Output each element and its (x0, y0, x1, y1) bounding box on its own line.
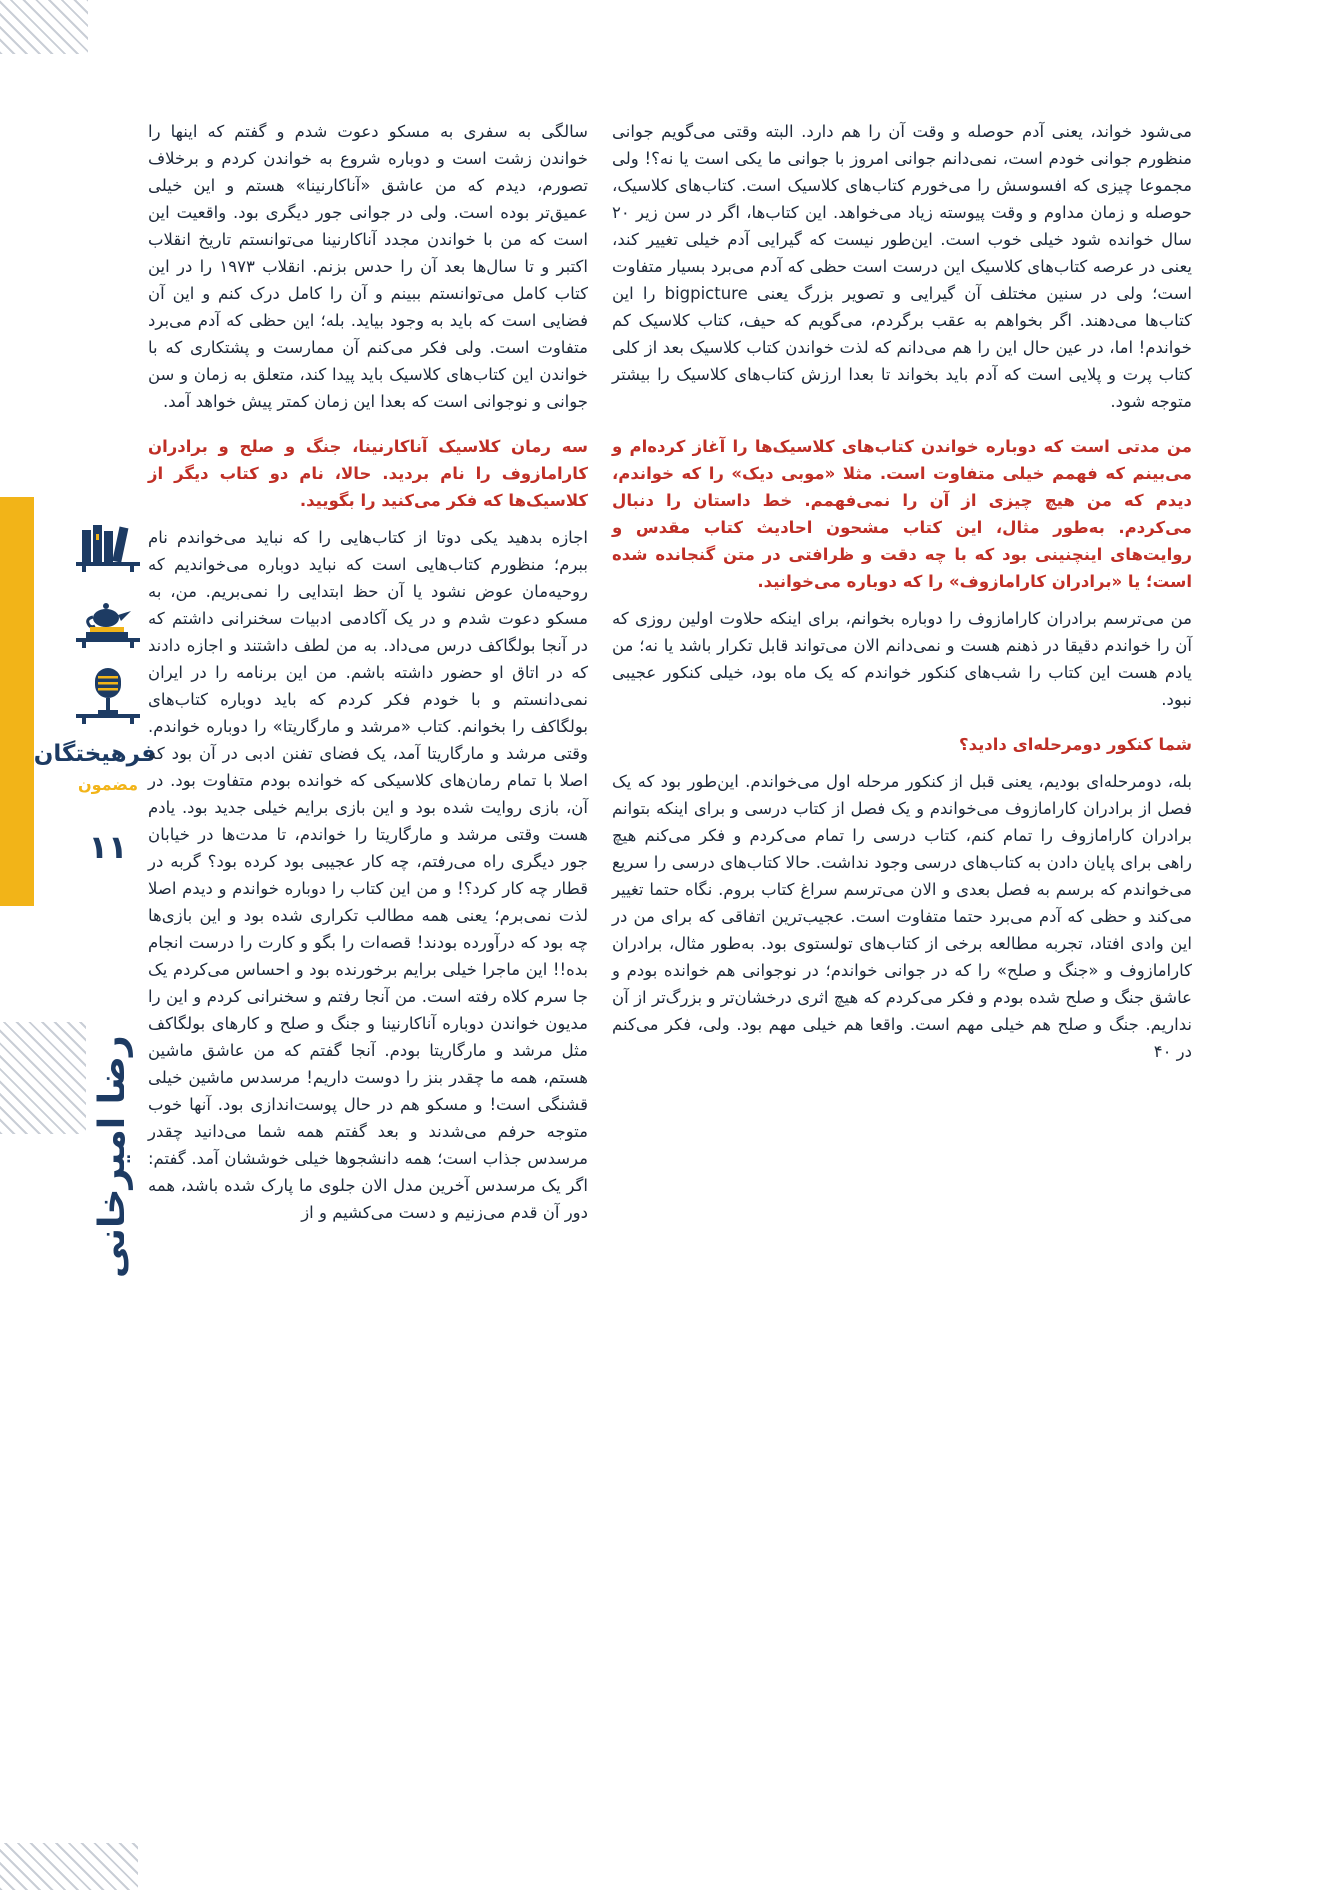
article-paragraph: اجازه بدهید یکی دوتا از کتاب‌هایی را که نباید می‌خواندم نام ببرم؛ منظورم کتاب‌هایی است که نباید دوباره می‌خواندیم که روحیه‌مان عوض نشود یا آن حظ ابتدایی را نمی‌بریم. من، به مسکو دعوت شدم و در یک آکادمی ادبیات سخنرانی داشتم که در آنجا بولگاکف درس می‌داد. به من لطف داشتند و اجازه دادند که در اتاق او حضور داشته باشم. من این برنامه را در ایران نمی‌دانستم و با خودم فکر کردم که باید دوباره کتاب‌های بولگاکف را بخوانم. کتاب «مرشد و مارگاریتا» را دوباره خواندم. وقتی مرشد و مارگاریتا آمد، یک فضای تفنن ادبی در آن بود که اصلا با تمام رمان‌های کلاسیکی که خوانده بودم متفاوت بود. در آن، بازی روایت شده بود و این بازی برایم خیلی جدید بود. یادم هست وقتی مرشد و مارگاریتا را خواندم، تا مدت‌ها در خیابان جور دیگری راه می‌رفتم، چه کار عجیبی بود کرده بود؟ گربه در قطار چه کار کرد؟! و من این کتاب را دوباره خواندم و دیدم اصلا لذت نمی‌برم؛ یعنی همه مطالب تکراری شده بود و این بازی‌ها چه بود که درآورده بودند! قصه‌ات را بگو و کارت را درست انجام بده!! این ماجرا خیلی برایم برخورنده بود و احساس می‌کردم یک جا سرم کلاه رفته است. من آنجا رفتم و سخنرانی کردم و این را مدیون خواندن دوباره آناکارنینا و جنگ و صلح و کارهای بولگاکف مثل مرشد و مارگاریتا بودم. آنجا گفتم که من عاشق ماشین هستم، همه ما چقدر بنز را دوست داریم! مرسدس ماشین خیلی قشنگی است! و مسکو هم در حال پوست‌اندازی بود. آنها خوب متوجه حرفم می‌شدند و بعد گفتم همه شما می‌دانید چقدر مرسدس جذاب است؛ همه دانشجوها خیلی خوششان آمد. گفتم: اگر یک مرسدس آخرین مدل الان جلوی ما پارک شده باشد، همه دور آن قدم می‌زنیم و دست می‌کشیم و از (148, 528, 588, 1222)
author-name-vertical: رضا امیرخانی (92, 1035, 133, 1278)
sidebar (33, 514, 156, 867)
article-column-right (612, 118, 1192, 1075)
article-paragraph: سالگی به سفری به مسکو دعوت شدم و گفتم که اینها را خواندن زشت است و دوباره شروع به خواندن کردم و برخلاف تصورم، دیدم که من عاشق «آناکارنینا» هستم و این خیلی عمیق‌تر بوده است. ولی در جوانی جور دیگری بود. واقعیت این است که من با خواندن مجدد آناکارنینا می‌توانستم تاریخ انقلاب اکتبر و تا سال‌ها بعد آن را حدس بزنم. انقلاب ۱۹۷۳ را در این کتاب کامل می‌توانستم ببینم و آن را کامل درک کنم و این آن فضایی است که باید به وجود بیاید. بله؛ این حظی که آدم می‌برد متفاوت است. ولی فکر می‌کنم آن ممارست و پشتکاری که با خواندن این کتاب‌های کلاسیک باید پیدا کند، متعلق به زمان و سن جوانی و نوجوانی است که بعدا این زمان کمتر پیش خواهد آمد. (148, 122, 588, 411)
article-column-left (148, 118, 588, 1236)
interview-question: سه رمان کلاسیک آناکارنینا، جنگ و صلح و برادران کارامازوف را نام بردید. حالا، نام دو کتاب دیگر از کلاسیک‌ها که فکر می‌کنید را بگویید. (148, 437, 588, 510)
microphone-icon (70, 666, 146, 726)
section-label: مضمون (77, 775, 139, 795)
article-paragraph: من می‌ترسم برادران کارامازوف را دوباره بخوانم، برای اینکه حلاوت اولین روزی که آن را خواندم دقیقا در ذهنم هست و نمی‌دانم الان می‌تواند قابل تکرار باشد یا نه؛ من یادم هست این کتاب را شب‌های کنکور خواندم که یک ماه بود، خیلی کنکور عجیبی نبود. (612, 609, 1192, 709)
corner-stripes-decoration (0, 0, 88, 54)
article-paragraph: می‌شود خواند، یعنی آدم حوصله و وقت آن را هم دارد. البته وقتی می‌گویم جوانی منظورم جوانی خودم است، نمی‌دانم جوانی امروز با جوانی ما یکی است یا نه؟! ولی مجموعا چیزی که افسوسش را می‌خورم کتاب‌های کلاسیک است. کتاب‌های کلاسیک، حوصله و زمان مداوم و وقت پیوسته زیاد می‌خواهد. این کتاب‌ها، اگر در سن زیر ۲۰ سال خوانده شود خیلی خوب است. این‌طور نیست که گیرایی آدم خیلی تغییر کند، یعنی در عرصه کتاب‌های کلاسیک این درست است حظی که آدم می‌برد بسیار متفاوت است؛ ولی در سنین مختلف آن گیرایی و تصویر بزرگ یعنی bigpicture را این کتاب‌ها می‌دهند. اگر بخواهم به عقب برگردم، می‌گویم که حیف، کتاب کلاسیک کم خواندم! اما، در عین حال این را هم می‌دانم که لذت خواندن کتاب کلاسیک بعد از کلی کتاب پرت و پلایی است که آدم باید بخواند تا بعدا ارزش کتاب‌های کلاسیک را بیشتر متوجه شود. (612, 122, 1193, 411)
interview-question: شما کنکور دومرحله‌ای دادید؟ (959, 735, 1192, 754)
bookshelf-icon (70, 514, 146, 574)
bottom-stripes-decoration (0, 1843, 138, 1890)
interviewer-statement: من مدتی است که دوباره خواندن کتاب‌های کلاسیک‌ها را آغاز کرده‌ام و می‌بینم که فهمم خیلی متفاوت است. مثلا «موبی دیک» را که خواندم، دیدم که من هیچ چیزی از آن را نمی‌فهمم. خط داستان را دنبال می‌کردم. به‌طور مثال، این کتاب مشحون احادیث کتاب مقدس و روایت‌های اینچنینی بود که با چه دقت و ظرافتی در متن گنجانده شده است؛ یا «برادران کارامازوف» را که دوباره می‌خوانید. (612, 437, 1192, 591)
mid-stripes-decoration (0, 1022, 86, 1134)
accent-band (0, 497, 34, 906)
brand-logo: فرهیختگان (33, 741, 156, 767)
article-paragraph: بله، دومرحله‌ای بودیم، یعنی قبل از کنکور مرحله اول می‌خواندم. این‌طور بود که یک فصل از برادران کارامازوف می‌خواندم و یک فصل از کتاب درسی و برای اینکه بتوانم برادران کارامازوف را تمام کنم، کتاب درسی را تمام می‌کردم و فکر می‌کنم هیچ راهی برای پایان دادن به کتاب‌های درسی وجود نداشت. حالا کتاب‌های درسی را سریع می‌خواندم که برسم به فصل بعدی و الان می‌ترسم سراغ کتاب بروم. نگاه حتما تغییر می‌کند و حظی که آدم می‌برد حتما متفاوت است. عجیب‌ترین اتفاقی که برای من در این وادی افتاد، تجربه مطالعه برخی از کتاب‌های تولستوی بود. به‌طور مثال، برادران کارامازوف و «جنگ و صلح» را که در جوانی خواندم؛ در نوجوانی هم خوانده بودم و عاشق جنگ و صلح شده بودم و فکر می‌کردم که هیچ اثری درخشان‌تر و بزرگ‌تر از آن نداریم. جنگ و صلح هم خیلی مهم است. واقعا هم خیلی مهم بود. ولی، فکر می‌کنم در ۴۰ (612, 772, 1192, 1061)
oil-lamp-icon (70, 590, 146, 650)
page-number: ۱۱ (88, 828, 128, 867)
